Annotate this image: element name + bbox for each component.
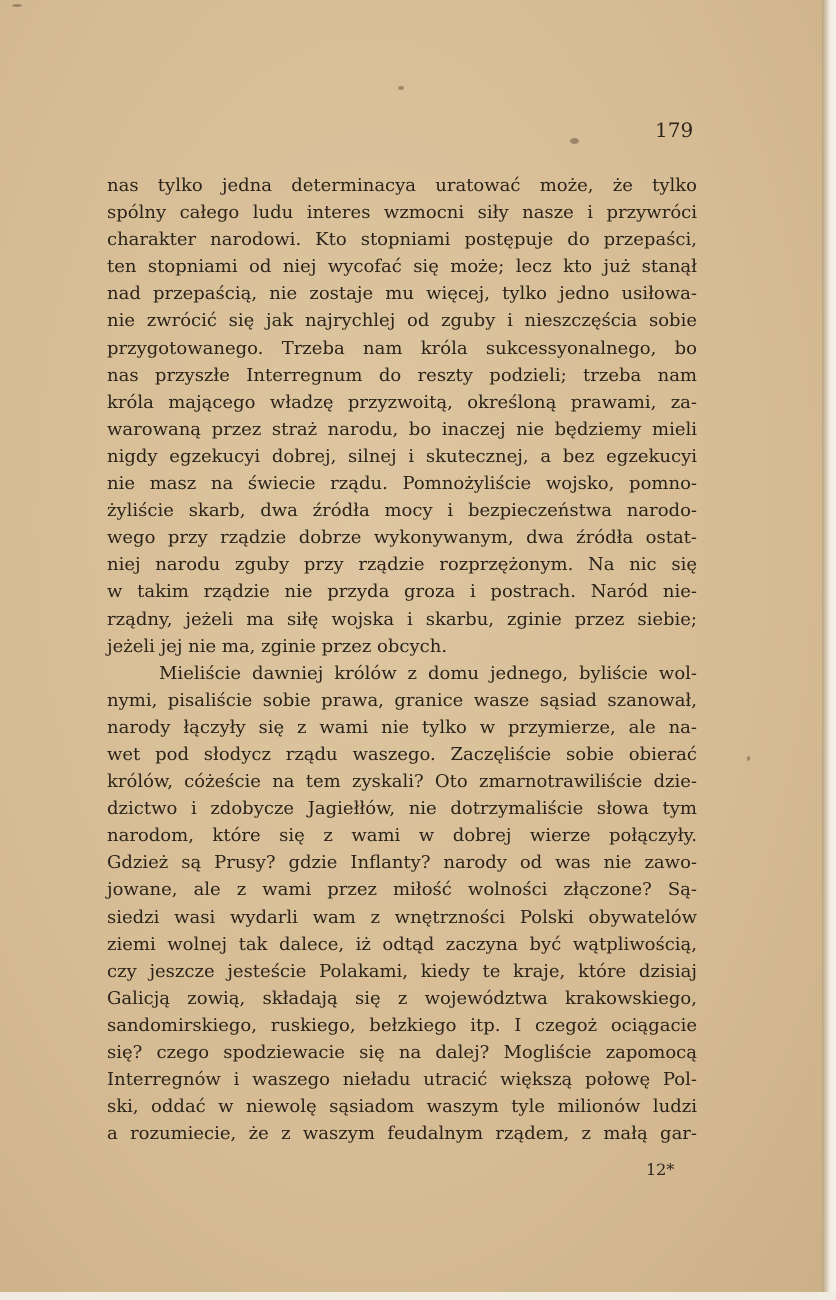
text-line: warowaną przez straż narodu, bo inaczej nie będziemy mieli	[107, 418, 697, 440]
ink-speck	[570, 138, 579, 144]
text-line: nymi, pisaliście sobie prawa, granice wasze sąsiad szanował,	[107, 689, 697, 711]
ink-speck	[12, 4, 22, 7]
text-line: królów, cóżeście na tem zyskali? Oto zmarnotrawiliście dzie-	[107, 771, 697, 793]
text-line: Gdzież są Prusy? gdzie Inflanty? narody od was nie zawo-	[107, 852, 697, 874]
text-line: siedzi wasi wydarli wam z wnętrzności Polski obywatelów	[107, 906, 697, 928]
text-line: nigdy egzekucyi dobrej, silnej i skutecznej, a bez egzekucyi	[107, 445, 697, 467]
body-text	[107, 172, 697, 1147]
text-line: ski, oddać w niewolę sąsiadom waszym tyle milionów ludzi	[107, 1096, 697, 1118]
text-line: rządny, jeżeli ma siłę wojska i skarbu, zginie przez siebie;	[107, 608, 697, 630]
text-line: króla mającego władzę przyzwoitą, określoną prawami, za-	[107, 391, 697, 413]
text-line: nie zwrócić się jak najrychlej od zguby i nieszczęścia sobie	[107, 310, 697, 332]
text-line: jowane, ale z wami przez miłość wolności złączone? Są-	[107, 879, 697, 901]
text-line: Galicją zowią, składają się z województwa krakowskiego,	[107, 987, 697, 1009]
text-line: Interregnów i waszego nieładu utracić większą połowę Pol-	[107, 1069, 697, 1091]
text-line: czy jeszcze jesteście Polakami, kiedy te kraje, które dzisiaj	[107, 960, 697, 982]
text-line: nie masz na świecie rządu. Pomnożyliście wojsko, pomno-	[107, 473, 697, 495]
paragraph-start-line: Mieliście dawniej królów z domu jednego, byliście wol-	[159, 662, 697, 684]
text-line: wego przy rządzie dobrze wykonywanym, dwa źródła ostat-	[107, 527, 697, 549]
text-line: nas tylko jedna determinacya uratować może, że tylko	[107, 175, 697, 196]
paragraph-end-line: jeżeli jej nie ma, zginie przez obcych.	[107, 635, 448, 657]
ink-speck	[398, 86, 404, 90]
text-line: nas przyszłe Interregnum do reszty podzieli; trzeba nam	[107, 364, 697, 386]
text-line: charakter narodowi. Kto stopniami postępuje do przepaści,	[107, 229, 697, 251]
signature-mark: 12*	[646, 1160, 675, 1179]
text-line: niej narodu zguby przy rządzie rozprzężonym. Na nic się	[107, 554, 697, 576]
text-line: nad przepaścią, nie zostaje mu więcej, tylko jedno usiłowa-	[107, 283, 697, 305]
ink-speck	[747, 756, 750, 761]
text-line: ten stopniami od niej wycofać się może; lecz kto już stanął	[107, 256, 697, 278]
text-line: a rozumiecie, że z waszym feudalnym rządem, z małą gar-	[107, 1123, 697, 1145]
text-line: narody łączyły się z wami nie tylko w przymierze, ale na-	[107, 716, 697, 738]
text-line: dzictwo i zdobycze Jagiełłów, nie dotrzymaliście słowa tym	[107, 798, 697, 820]
text-line: ziemi wolnej tak dalece, iż odtąd zaczyna być wątpliwością,	[107, 933, 697, 955]
page-edge	[822, 0, 836, 1300]
text-line: wet pod słodycz rządu waszego. Zaczęliście sobie obierać	[107, 743, 697, 765]
text-line: przygotowanego. Trzeba nam króla sukcessyonalnego, bo	[107, 337, 697, 359]
text-line: żyliście skarb, dwa źródła mocy i bezpieczeństwa narodo-	[107, 500, 697, 522]
text-line: się? czego spodziewacie się na dalej? Mogliście zapomocą	[107, 1042, 697, 1063]
page-edge	[0, 1292, 836, 1300]
page-number: 179	[655, 118, 694, 142]
text-line: sandomirskiego, ruskiego, bełzkiego itp. I czegoż ociągacie	[107, 1014, 697, 1036]
text-line: narodom, które się z wami w dobrej wierze połączyły.	[107, 825, 697, 847]
text-line: spólny całego ludu interes wzmocni siły nasze i przywróci	[107, 202, 697, 224]
text-line: w takim rządzie nie przyda groza i postrach. Naród nie-	[107, 581, 697, 603]
